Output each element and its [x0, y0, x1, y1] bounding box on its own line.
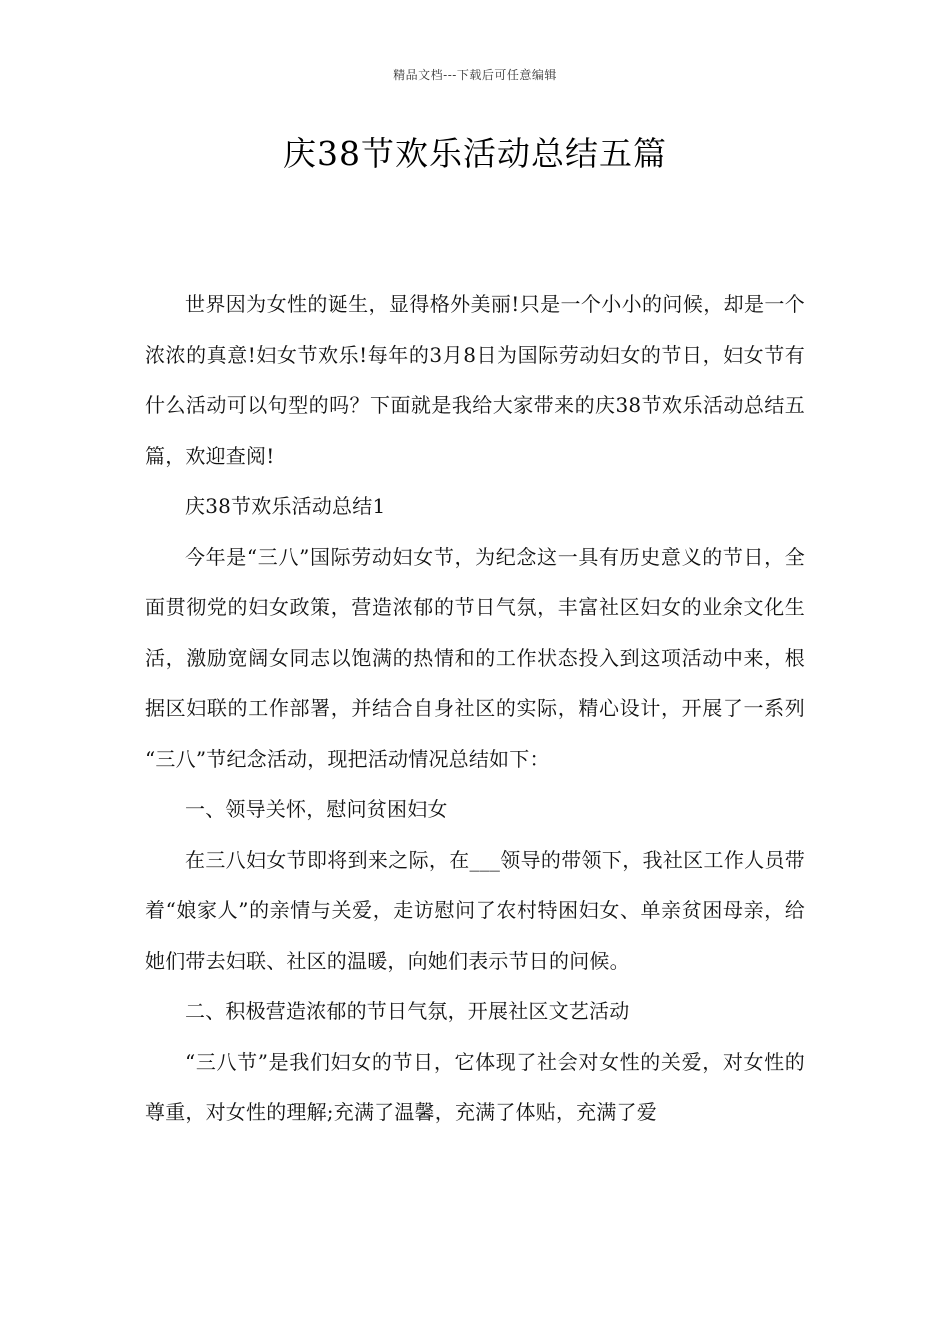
section-heading-1: 庆38节欢乐活动总结1: [185, 494, 386, 518]
subheading-1: 一、领导关怀，慰问贫困妇女: [185, 797, 448, 821]
document-body: [145, 279, 805, 1138]
header-note: 精品文档---下载后可任意编辑: [393, 68, 557, 82]
paragraph-visit: 在三八妇女节即将到来之际，在___领导的带领下，我社区工作人员带着“娘家人”的亲情与关爱，走访慰问了农村特困妇女、单亲贫困母亲，给她们带去妇联、社区的温暖，向她们表示节日的问候。: [145, 847, 805, 973]
paragraph-festival: “三八节”是我们妇女的节日，它体现了社会对女性的关爱，对女性的尊重，对女性的理解;充满了温馨，充满了体贴，充满了爱: [145, 1049, 805, 1124]
intro-paragraph: 世界因为女性的诞生，显得格外美丽!只是一个小小的问候，却是一个浓浓的真意!妇女节欢乐!每年的3月8日为国际劳动妇女的节日，妇女节有什么活动可以句型的吗？下面就是我给大家带来的庆38节欢乐活动总结五篇，欢迎查阅!: [145, 292, 805, 468]
summary-paragraph: 今年是“三八”国际劳动妇女节，为纪念这一具有历史意义的节日，全面贯彻党的妇女政策，营造浓郁的节日气氛，丰富社区妇女的业余文化生活，激励宽阔女同志以饱满的热情和的工作状态投入到这项活动中来，根据区妇联的工作部署，并结合自身社区的实际，精心设计，开展了一系列 “三八”节纪念活动，现把活动情况总结如下：: [145, 544, 805, 771]
document-title: 庆38节欢乐活动总结五篇: [283, 134, 667, 173]
subheading-2: 二、积极营造浓郁的节日气氛，开展社区文艺活动: [185, 999, 630, 1023]
